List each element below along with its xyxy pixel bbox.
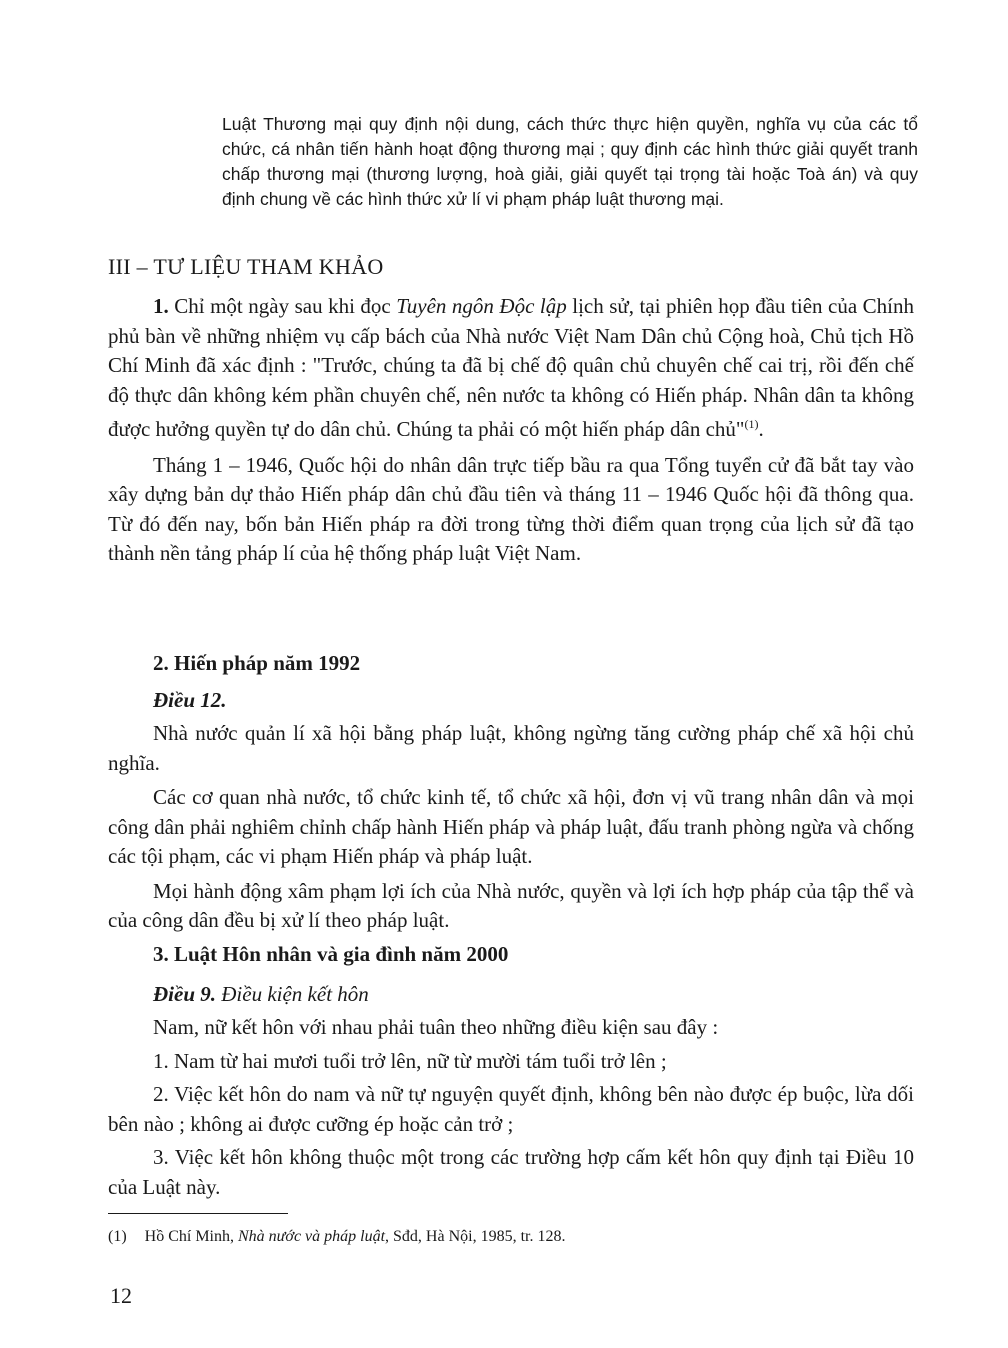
reference-3-paragraph: 2. Việc kết hôn do nam và nữ tự nguyện quyết định, không bên nào được ép buộc, lừa dối bên nào ; không ai được cưỡng ép hoặc cản trở ; (108, 1082, 914, 1136)
reference-3-article-title: Điều kiện kết hôn (221, 982, 369, 1006)
reference-3-paragraph: 3. Việc kết hôn không thuộc một trong các trường hợp cấm kết hôn quy định tại Điều 10 của Luật này. (108, 1145, 914, 1199)
reference-3-body (108, 1013, 914, 1202)
footnote-title: Nhà nước và pháp luật (238, 1228, 386, 1245)
footnote-number: (1) (108, 1228, 127, 1245)
reference-2-paragraph: Nhà nước quản lí xã hội bằng pháp luật, không ngừng tăng cường pháp chế xã hội chủ nghĩa. (108, 721, 914, 775)
footnote (108, 1228, 565, 1246)
reference-1-paragraph-2: Tháng 1 – 1946, Quốc hội do nhân dân trực tiếp bầu ra qua Tổng tuyển cử đã bắt tay vào xây dựng bản dự thảo Hiến pháp dân chủ đầu tiên và tháng 11 – 1946 Quốc hội đã thông qua. Từ đó đến nay, bốn bản Hiến pháp ra đời trong từng thời điểm quan trọng của lịch sử đã tạo thành nền tảng pháp lí của hệ thống pháp luật Việt Nam. (108, 452, 914, 565)
highlight-text-block: Luật Thương mại quy định nội dung, cách thức thực hiện quyền, nghĩa vụ của các tổ chức, cá nhân tiến hành hoạt động thương mại ; quy định các hình thức giải quyết tranh chấp thương mại (thương lượng, hoà giải, giải quyết tại trọng tài hoặc Toà án) và quy định chung về các hình thức xử lí vi phạm pháp luật thương mại. (222, 114, 918, 209)
reference-3-article (153, 982, 369, 1007)
reference-2-body (108, 719, 914, 936)
reference-1-text-b: lịch sử, tại phiên họp đầu tiên của Chính phủ bàn về những nhiệm vụ cấp bách của Nhà nước Việt Nam Dân chủ Cộng hoà, Chủ tịch Hồ Chí Minh đã xác định : "Trước, chúng ta đã bị chế độ quân chủ chuyên chế cai trị, rồi đến chế độ thực dân không kém phần chuyên chế, nên nước ta không có Hiến pháp. Nhân dân ta không được hưởng quyền tự do dân chủ. Chúng ta phải có một hiến pháp dân chủ" (108, 294, 915, 441)
footnote-marker[interactable]: (1) (744, 417, 759, 431)
reference-2-paragraph: Các cơ quan nhà nước, tổ chức kinh tế, tổ chức xã hội, đơn vị vũ trang nhân dân và mọi công dân phải nghiêm chỉnh chấp hành Hiến pháp và pháp luật, đấu tranh phòng ngừa và chống các tội phạm, các vi phạm Hiến pháp và pháp luật. (108, 785, 914, 868)
reference-1-italic-title: Tuyên ngôn Độc lập (396, 294, 567, 318)
page-number: 12 (110, 1283, 132, 1308)
footnote-details: , Sđd, Hà Nội, 1985, tr. 128. (385, 1228, 566, 1245)
reference-1-paragraph (108, 292, 914, 445)
reference-1 (108, 292, 914, 569)
section-heading: III – TƯ LIỆU THAM KHẢO (108, 254, 384, 279)
reference-3-paragraph: Nam, nữ kết hôn với nhau phải tuân theo những điều kiện sau đây : (153, 1015, 719, 1039)
reference-1-end: . (758, 417, 764, 441)
reference-2-article: Điều 12. (153, 688, 227, 712)
reference-3-heading: 3. Luật Hôn nhân và gia đình năm 2000 (153, 942, 509, 966)
reference-1-number: 1. (153, 294, 169, 318)
reference-2-heading: 2. Hiến pháp năm 1992 (153, 651, 361, 675)
reference-1-text-a: Chỉ một ngày sau khi đọc (168, 294, 397, 318)
footnote-divider (108, 1213, 288, 1214)
reference-2-paragraph: Mọi hành động xâm phạm lợi ích của Nhà nước, quyền và lợi ích hợp pháp của tập thể và của công dân đều bị xử lí theo pháp luật. (108, 878, 914, 932)
reference-3-article-number: Điều 9. (153, 982, 216, 1006)
footnote-author: Hồ Chí Minh, (144, 1228, 234, 1245)
reference-3-paragraph: 1. Nam từ hai mươi tuổi trở lên, nữ từ mười tám tuổi trở lên ; (153, 1048, 667, 1073)
